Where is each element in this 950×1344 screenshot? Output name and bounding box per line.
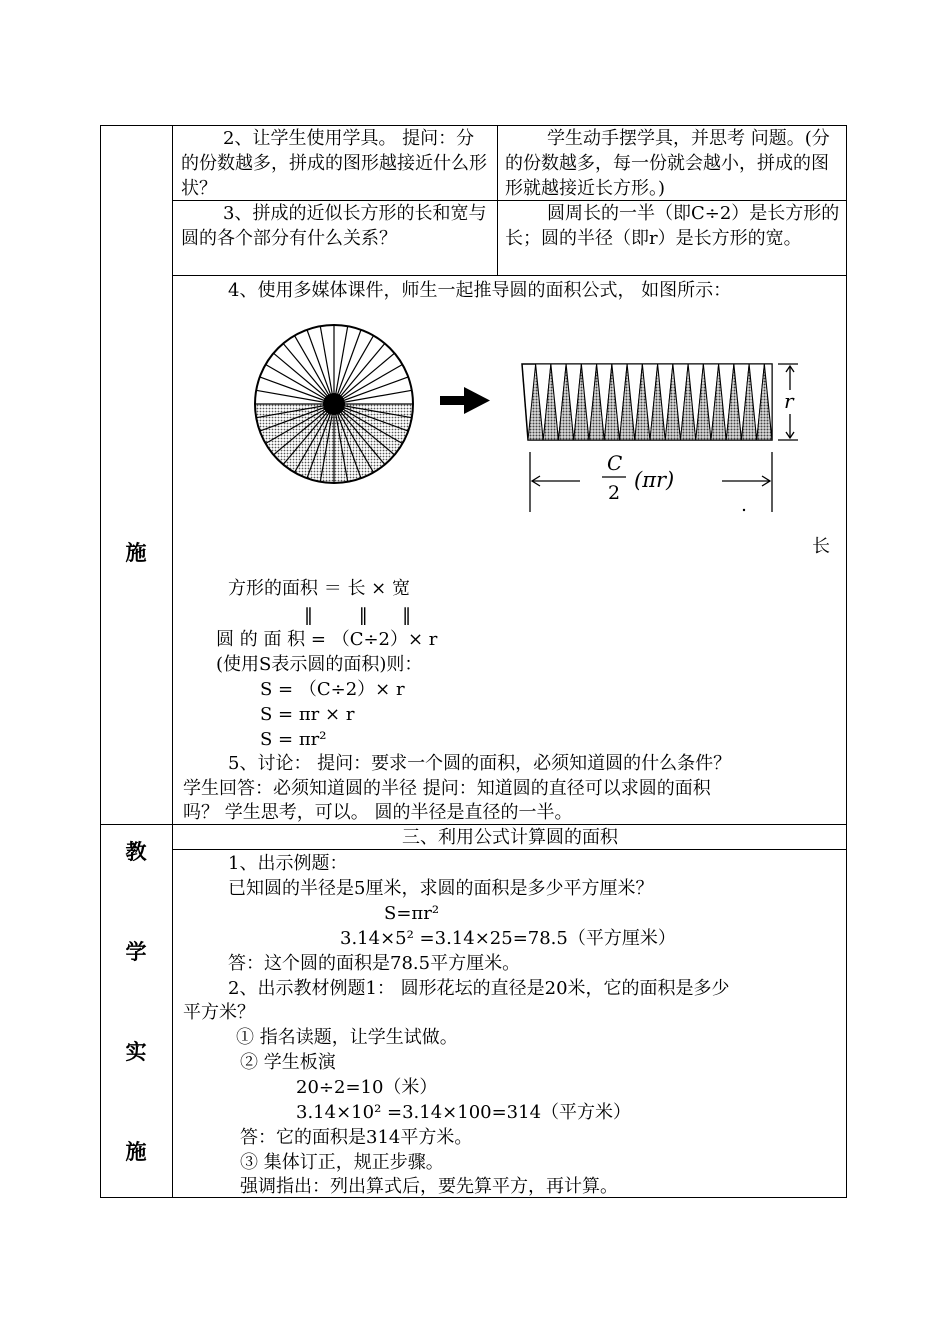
row-divider	[172, 275, 847, 276]
step-1: ① 指名读题，让学生试做。	[236, 1027, 458, 1048]
right-arrow	[440, 387, 490, 414]
length-label-denominator: 2	[608, 482, 621, 504]
example-heading: 1、出示例题：	[228, 853, 348, 874]
discussion-line-1: 5、讨论： 提问：要求一个圆的面积，必须知道圆的什么条件？	[228, 753, 732, 774]
discussion-line-3: 吗？ 学生思考，可以。 圆的半径是直径的一半。	[183, 802, 573, 823]
example-answer: 答：这个圆的面积是78.5平方厘米。	[228, 953, 521, 974]
step-3: ③ 集体订正，规正步骤。	[240, 1152, 444, 1173]
textbook-example-line-1: 2、出示教材例题1： 圆形花坛的直径是20米，它的面积是多少	[228, 978, 730, 999]
row2-left-cell: 3、拼成的近似长方形的长和宽与圆的各个部分有什么关系？	[181, 203, 487, 249]
use-s-line: (使用S表示圆的面积)则：	[216, 654, 423, 675]
side-label-shi3: 施	[125, 1139, 147, 1164]
circle-area-line: 圆 的 面 积 = （C÷2）× r	[216, 629, 438, 650]
section3-title: 三、利用公式计算圆的面积	[402, 827, 618, 848]
textbook-example-line-2: 平方米？	[183, 1002, 255, 1023]
chang-char: 长	[812, 536, 830, 557]
formula-step-2: S = πr × r	[260, 704, 355, 725]
formula-step-3: S = πr²	[260, 729, 327, 750]
circle-to-rectangle-figure	[250, 320, 810, 525]
side-label-xue: 学	[125, 939, 147, 964]
step-2: ② 学生板演	[240, 1052, 336, 1073]
row1-left-cell: 2、让学生使用学具。 提问：分的份数越多，拼成的图形越接近什么形状？	[181, 128, 487, 199]
row2-right-cell: 圆周长的一半（即C÷2）是长方形的长；圆的半径（即r）是长方形的宽。	[505, 203, 840, 249]
length-label-numerator: C	[607, 451, 623, 475]
board-answer: 答：它的面积是314平方米。	[240, 1127, 473, 1148]
board-calc-1: 20÷2=10（米）	[296, 1077, 438, 1098]
side-label-jiao: 教	[125, 839, 147, 864]
divided-circle	[255, 325, 413, 483]
example-question: 已知圆的半径是5厘米，求圆的面积是多少平方厘米？	[228, 878, 654, 899]
emphasis-note: 强调指出：列出算式后，要先算平方，再计算。	[240, 1176, 618, 1197]
approx-rectangle	[522, 364, 772, 440]
side-label-shi: 施	[125, 540, 147, 565]
length-label-pir: (πr)	[634, 468, 675, 492]
row1-right-cell: 学生动手摆学具，并思考 问题。(分的份数越多，每一份就会越小，拼成的图形就越接近长方形。)	[505, 128, 830, 199]
equals-marks: ‖ ‖ ‖	[304, 605, 412, 626]
board-calc-2: 3.14×10² =3.14×100=314（平方米）	[296, 1102, 632, 1123]
height-label: r	[784, 389, 794, 413]
formula-step-1: S = （C÷2）× r	[260, 679, 405, 700]
side-column-divider	[172, 125, 173, 1198]
side-label-shi2: 实	[125, 1039, 147, 1064]
derivation-intro: 4、使用多媒体课件，师生一起推导圆的面积公式， 如图所示：	[228, 280, 732, 301]
rect-area-line: 方形的面积 ＝ 长 × 宽	[228, 578, 410, 599]
discussion-line-2: 学生回答：必须知道圆的半径 提问：知道圆的直径可以求圆的面积	[183, 778, 711, 799]
example-formula: S=πr²	[384, 903, 440, 924]
example-calculation: 3.14×5² =3.14×25=78.5（平方厘米）	[340, 928, 676, 949]
column-divider	[497, 125, 498, 275]
